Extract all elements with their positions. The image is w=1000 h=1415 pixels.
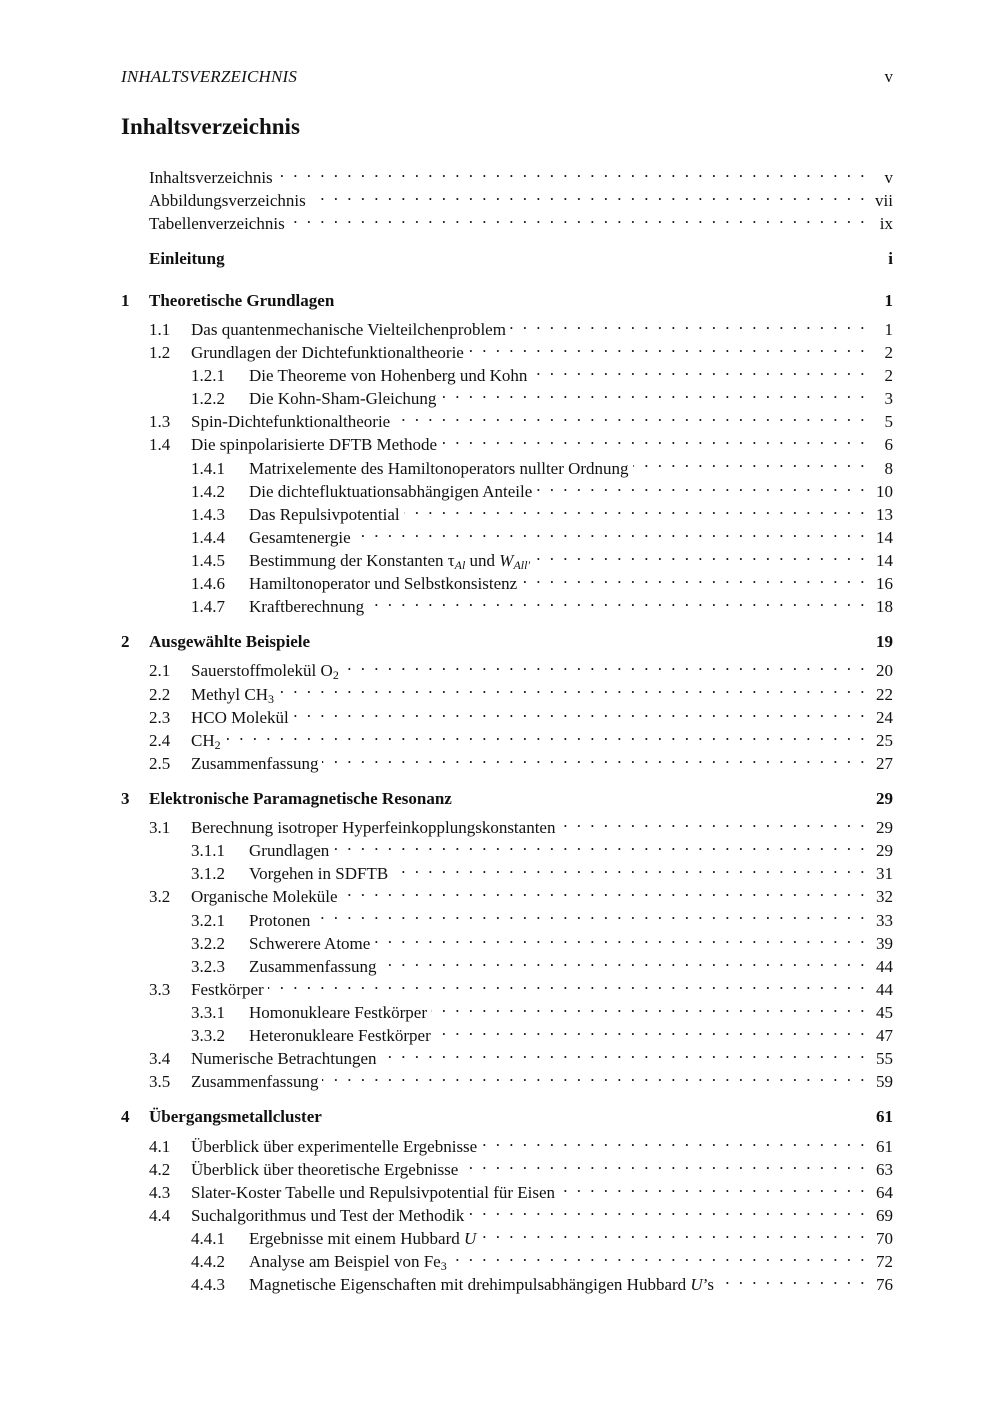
- toc-entry-page-number: 39: [876, 933, 893, 953]
- toc-entry-section[interactable]: [121, 1175, 893, 1202]
- toc-entry-number: 1.4.1: [191, 458, 225, 478]
- toc-entry-title: Matrixelemente des Hamiltonoperators nullter Ordnung: [249, 458, 629, 478]
- toc-entry-number: 2: [121, 632, 130, 652]
- toc-entry-page-number: 16: [876, 573, 893, 593]
- toc-entry-number: 1.2: [149, 343, 171, 363]
- toc-dot-leader: [394, 404, 867, 427]
- toc-entry-page-number: ix: [879, 214, 893, 234]
- toc-entry-page-number: vii: [875, 191, 893, 211]
- toc-entry-front[interactable]: [121, 206, 893, 234]
- toc-entry-section[interactable]: [121, 676, 893, 706]
- toc-entry-page-number: 20: [876, 661, 893, 681]
- toc-entry-number: 2.3: [149, 707, 171, 727]
- toc-entry-number: 3.2: [149, 887, 171, 907]
- toc-entry-title: Festkörper: [191, 979, 264, 999]
- toc-entry-section[interactable]: [121, 1198, 893, 1225]
- toc-entry-chapter[interactable]: [121, 1105, 893, 1128]
- toc-entry-number: 1.4.6: [191, 573, 225, 593]
- toc-entry-title: Ausgewählte Beispiele: [149, 632, 311, 652]
- running-head-title: INHALTSVERZEICHNIS: [121, 67, 298, 86]
- toc-entry-page-number: 13: [876, 504, 893, 524]
- toc-entry-page-number: 47: [876, 1026, 893, 1046]
- page-title: Inhaltsverzeichnis: [121, 114, 300, 139]
- toc-entry-section[interactable]: [121, 1129, 893, 1156]
- toc-dot-leader: [536, 474, 867, 497]
- toc-entry-title: Suchalgorithmus und Test der Methodik: [191, 1205, 465, 1225]
- toc-dot-leader: [368, 589, 867, 612]
- toc-dot-leader: [277, 160, 867, 183]
- toc-entry-number: 4.4.1: [191, 1228, 225, 1248]
- toc-entry-number: 1.4.7: [191, 597, 225, 617]
- toc-dot-leader: [480, 1221, 867, 1244]
- toc-entry-title: Zusammenfassung: [191, 1072, 319, 1092]
- toc-entry-number: 3.3.1: [191, 1002, 225, 1022]
- toc-entry-page-number: 59: [876, 1072, 893, 1092]
- toc-dot-leader: [333, 833, 867, 856]
- toc-dot-leader: [534, 543, 867, 566]
- toc-dot-leader: [481, 1129, 867, 1152]
- toc-entry-subsection[interactable]: [121, 543, 893, 572]
- toc-entry-page-number: 33: [876, 910, 893, 930]
- toc-dot-leader: [559, 810, 867, 833]
- toc-entry-section[interactable]: [121, 404, 893, 432]
- toc-entry-section[interactable]: [121, 312, 893, 339]
- toc-entry-number: 1.3: [149, 412, 171, 432]
- toc-title-subscript: 3: [267, 691, 274, 706]
- toc-title-part: Methyl CH: [191, 684, 268, 704]
- toc-entry-subsection[interactable]: [121, 1244, 893, 1274]
- toc-entry-number: 1.4.4: [191, 527, 225, 547]
- toc-entry-page-number: 19: [876, 632, 893, 652]
- toc-entry-subsection[interactable]: [121, 381, 893, 409]
- toc-entry-page-number: 1: [884, 319, 893, 339]
- toc-dot-leader: [289, 206, 867, 229]
- toc-entry-title: Die dichtefluktuationsabhängigen Anteile: [249, 481, 533, 501]
- toc-entry-subsection[interactable]: [121, 474, 893, 501]
- toc-entry-subsection[interactable]: [121, 358, 893, 386]
- toc-dot-leader: [462, 1152, 867, 1175]
- toc-entry-page-number: 29: [876, 818, 893, 838]
- toc-dot-leader: [468, 1198, 867, 1221]
- toc-dot-leader: [440, 381, 867, 404]
- toc-dot-leader: [468, 335, 867, 358]
- toc-dot-leader: [355, 520, 867, 543]
- toc-entry-title: Protonen: [249, 910, 311, 930]
- toc-entry-title: HCO Molekül: [191, 707, 289, 727]
- running-head-page-number: v: [884, 67, 893, 86]
- toc-entry-section[interactable]: [121, 972, 893, 999]
- toc-entry-page-number: 2: [884, 343, 893, 363]
- toc-entry-subsection[interactable]: [121, 520, 893, 547]
- toc-entry-page-number: v: [884, 168, 893, 188]
- toc-entry-page-number: 31: [876, 864, 893, 884]
- toc-entry-section[interactable]: [121, 653, 893, 683]
- toc-entry-number: 1.2.1: [191, 366, 225, 386]
- toc-entry-page-number: 14: [876, 527, 893, 547]
- toc-dot-leader: [342, 879, 867, 902]
- toc-title-subscript: 2: [332, 668, 339, 683]
- toc-entry-subsection[interactable]: [121, 833, 893, 861]
- toc-entry-title: Einleitung: [149, 249, 225, 269]
- toc-entry-title: Tabellenverzeichnis: [149, 214, 285, 234]
- toc-entry-number: 3.2.2: [191, 933, 225, 953]
- toc-entry-chapter[interactable]: [121, 787, 893, 810]
- toc-entry-title: Inhaltsverzeichnis: [149, 168, 273, 188]
- toc-dot-leader: [322, 1064, 867, 1087]
- toc-entry-number: 3.4: [149, 1049, 171, 1069]
- toc-entry-page-number: 2: [884, 366, 893, 386]
- toc-dot-leader: [225, 723, 867, 746]
- toc-entry-page-number: 44: [876, 979, 893, 999]
- toc-title-part: Analyse am Beispiel von Fe: [249, 1252, 441, 1272]
- toc-dot-leader: [374, 926, 867, 949]
- toc-dot-leader: [278, 676, 867, 699]
- toc-title-part: CH: [191, 730, 215, 750]
- toc-dot-leader: [322, 746, 867, 769]
- toc-entry-title: Homonukleare Festkörper: [249, 1002, 427, 1022]
- toc-entry-page-number: 44: [876, 956, 893, 976]
- toc-entry-page-number: 5: [884, 412, 893, 432]
- toc-entry-title: Abbildungsverzeichnis: [149, 191, 306, 211]
- toc-entry-section[interactable]: [121, 723, 893, 752]
- toc-entry-page-number: 14: [876, 550, 893, 570]
- table-of-contents: [121, 160, 893, 1295]
- toc-entry-subsection[interactable]: [121, 1018, 893, 1046]
- toc-entry-subsection[interactable]: [121, 995, 893, 1022]
- toc-entry-number: 3.2.3: [191, 956, 225, 976]
- toc-dot-leader: [293, 700, 867, 723]
- toc-entry-front[interactable]: [121, 183, 893, 211]
- toc-entry-page-number: 45: [876, 1002, 893, 1022]
- toc-entry-number: 3.2.1: [191, 910, 225, 930]
- toc-entry-number: 4.4.2: [191, 1252, 225, 1272]
- toc-dot-leader: [531, 358, 867, 381]
- toc-dot-leader: [435, 1018, 867, 1041]
- toc-dot-leader: [633, 450, 867, 473]
- toc-entry-page-number: 72: [876, 1252, 893, 1272]
- toc-title-subscript: Al: [454, 557, 466, 572]
- toc-entry-chapter[interactable]: [121, 630, 893, 653]
- toc-entry-subsection[interactable]: [121, 450, 893, 478]
- toc-entry-page-number: 70: [876, 1228, 893, 1248]
- toc-entry-page-number: 64: [876, 1182, 893, 1202]
- toc-title-part: U: [463, 1228, 477, 1248]
- toc-entry-title: Grundlagen: [249, 841, 330, 861]
- toc-dot-leader: [392, 856, 867, 879]
- toc-entry-subsection[interactable]: [121, 566, 893, 593]
- toc-entry-title: Die Theoreme von Hohenberg und Kohn: [249, 366, 528, 386]
- toc-entry-number: 3.1.2: [191, 864, 225, 884]
- toc-entry-title: Theoretische Grundlagen: [149, 290, 335, 310]
- toc-entry-page-number: 6: [884, 435, 893, 455]
- toc-entry-number: 1.1: [149, 319, 171, 339]
- toc-entry-page-number: 63: [876, 1159, 893, 1179]
- toc-title-part: Bestimmung der Konstanten τ: [249, 550, 455, 570]
- toc-entry-page-number: 27: [876, 753, 893, 773]
- toc-entry-number: 4.2: [149, 1159, 171, 1179]
- toc-entry-subsection[interactable]: [121, 589, 893, 617]
- toc-entry-title: Numerische Betrachtungen: [191, 1049, 377, 1069]
- toc-entry-subsection[interactable]: [121, 1221, 893, 1248]
- toc-entry-title: Vorgehen in SDFTB: [249, 864, 389, 884]
- toc-entry-section[interactable]: [121, 1064, 893, 1092]
- toc-entry-title: Die Kohn-Sham-Gleichung: [249, 389, 437, 409]
- toc-entry-section[interactable]: [121, 746, 893, 773]
- toc-dot-leader: [380, 949, 867, 972]
- toc-entry-title: [249, 1273, 714, 1296]
- toc-dot-leader: [314, 902, 867, 925]
- toc-entry-subsection[interactable]: [121, 902, 893, 930]
- toc-entry-number: 4.4: [149, 1205, 171, 1225]
- toc-entry-page-number: 18: [876, 597, 893, 617]
- toc-dot-leader: [451, 1244, 867, 1267]
- toc-dot-leader: [431, 995, 867, 1018]
- toc-entry-number: 2.2: [149, 684, 171, 704]
- toc-entry-title: Überblick über theoretische Ergebnisse: [191, 1159, 459, 1179]
- toc-entry-page-number: 25: [876, 730, 893, 750]
- toc-title-subscript: 2: [214, 737, 221, 752]
- toc-entry-section[interactable]: [121, 700, 893, 727]
- toc-entry-title: Übergangsmetallcluster: [149, 1107, 322, 1127]
- toc-entry-number: 3.1.1: [191, 841, 225, 861]
- toc-entry-number: 3.1: [149, 818, 171, 838]
- toc-entry-title: Gesamtenergie: [249, 527, 351, 547]
- toc-entry-page-number: 8: [884, 458, 893, 478]
- toc-entry-subsection[interactable]: [121, 497, 893, 524]
- toc-entry-page-number: 3: [884, 389, 893, 409]
- toc-title-subscript: 3: [440, 1259, 447, 1274]
- toc-entry-number: 4.1: [149, 1136, 171, 1156]
- toc-dot-leader: [381, 1041, 867, 1064]
- toc-entry-title: Die spinpolarisierte DFTB Methode: [191, 435, 437, 455]
- toc-entry-number: 3.3.2: [191, 1026, 225, 1046]
- toc-entry-title: Das Repulsivpotential: [249, 504, 400, 524]
- toc-entry-subsection[interactable]: [121, 926, 893, 953]
- running-head: [121, 67, 893, 89]
- toc-entry-number: 3.5: [149, 1072, 171, 1092]
- toc-title-part: und: [465, 550, 500, 570]
- toc-entry-page-number: 61: [876, 1136, 893, 1156]
- toc-title-part: Sauerstoffmolekül O: [191, 661, 333, 681]
- toc-entry-page-number: 32: [876, 887, 893, 907]
- toc-entry-subsection[interactable]: [121, 949, 893, 976]
- toc-title-subscript: All′: [513, 557, 531, 572]
- toc-dot-leader: [441, 427, 867, 450]
- toc-dot-leader: [310, 183, 867, 206]
- toc-entry-number: 1.4: [149, 435, 171, 455]
- toc-entry-section[interactable]: [121, 1152, 893, 1179]
- toc-dot-leader: [521, 566, 867, 589]
- toc-entry-page-number: 76: [876, 1275, 893, 1295]
- toc-entry-number: 3.3: [149, 979, 171, 999]
- toc-entry-page-number: 10: [876, 481, 893, 501]
- toc-entry-number: 4: [121, 1107, 130, 1127]
- toc-title-part: Ergebnisse mit einem Hubbard: [249, 1228, 464, 1248]
- toc-entry-number: 4.3: [149, 1182, 171, 1202]
- toc-entry-section[interactable]: [121, 879, 893, 907]
- toc-entry-page-number: 22: [876, 684, 893, 704]
- toc-entry-title: Zusammenfassung: [191, 753, 319, 773]
- toc-entry-page-number: i: [888, 249, 893, 269]
- toc-entry-front[interactable]: [121, 160, 893, 188]
- toc-entry-page-number: 29: [876, 789, 893, 808]
- toc-entry-number: 4.4.3: [191, 1275, 225, 1295]
- toc-dot-leader: [404, 497, 867, 520]
- toc-entry-section[interactable]: [121, 335, 893, 363]
- toc-entry-section[interactable]: [121, 427, 893, 455]
- toc-entry-section[interactable]: [121, 1041, 893, 1069]
- toc-title-part: W: [499, 550, 514, 570]
- toc-title-part: U: [690, 1275, 703, 1295]
- toc-entry-page-number: 69: [876, 1205, 893, 1225]
- toc-entry-number: 1: [121, 290, 130, 310]
- toc-entry-subsection[interactable]: [121, 856, 893, 884]
- toc-entry-chapter[interactable]: [121, 289, 893, 312]
- toc-entry-title: Slater-Koster Tabelle und Repulsivpotential für Eisen: [191, 1182, 556, 1202]
- toc-entry-title: Grundlagen der Dichtefunktionaltheorie: [191, 343, 464, 363]
- toc-dot-leader: [268, 972, 867, 995]
- toc-entry-chapter[interactable]: [121, 247, 893, 270]
- toc-entry-title: Elektronische Paramagnetische Resonanz: [149, 789, 452, 808]
- toc-dot-leader: [343, 653, 867, 676]
- toc-dot-leader: [510, 312, 867, 335]
- toc-entry-subsection[interactable]: [121, 1267, 893, 1295]
- toc-entry-page-number: 29: [876, 841, 893, 861]
- toc-entry-section[interactable]: [121, 810, 893, 838]
- toc-title-part: Magnetische Eigenschaften mit drehimpulsabhängigen Hubbard: [249, 1275, 691, 1295]
- toc-entry-title: Kraftberechnung: [249, 597, 365, 617]
- toc-entry-title: Spin-Dichtefunktionaltheorie: [191, 412, 391, 432]
- toc-entry-page-number: 61: [876, 1107, 893, 1127]
- toc-entry-title: Das quantenmechanische Vielteilchenproblem: [191, 319, 506, 339]
- toc-entry-title: Heteronukleare Festkörper: [249, 1026, 431, 1046]
- toc-entry-number: 1.2.2: [191, 389, 225, 409]
- toc-entry-title: Berechnung isotroper Hyperfeinkopplungskonstanten: [191, 818, 556, 838]
- toc-entry-number: 2.4: [149, 730, 171, 750]
- toc-entry-number: 1.4.2: [191, 481, 225, 501]
- toc-entry-number: 3: [121, 789, 130, 808]
- toc-entry-title: Organische Moleküle: [191, 887, 338, 907]
- toc-title-part: ’s: [702, 1275, 715, 1295]
- toc-entry-page-number: 55: [876, 1049, 893, 1069]
- toc-entry-number: 1.4.3: [191, 504, 225, 524]
- toc-entry-title: Zusammenfassung: [249, 956, 377, 976]
- toc-dot-leader: [559, 1175, 867, 1198]
- toc-entry-title: Schwerere Atome: [249, 933, 371, 953]
- toc-entry-number: 2.5: [149, 753, 171, 773]
- toc-entry-number: 1.4.5: [191, 550, 225, 570]
- toc-entry-number: 2.1: [149, 661, 171, 681]
- toc-entry-page-number: 24: [876, 707, 893, 727]
- toc-entry-title: Hamiltonoperator und Selbstkonsistenz: [249, 573, 518, 593]
- toc-entry-page-number: 1: [884, 290, 893, 310]
- toc-dot-leader: [718, 1267, 867, 1290]
- toc-entry-title: Überblick über experimentelle Ergebnisse: [191, 1136, 478, 1156]
